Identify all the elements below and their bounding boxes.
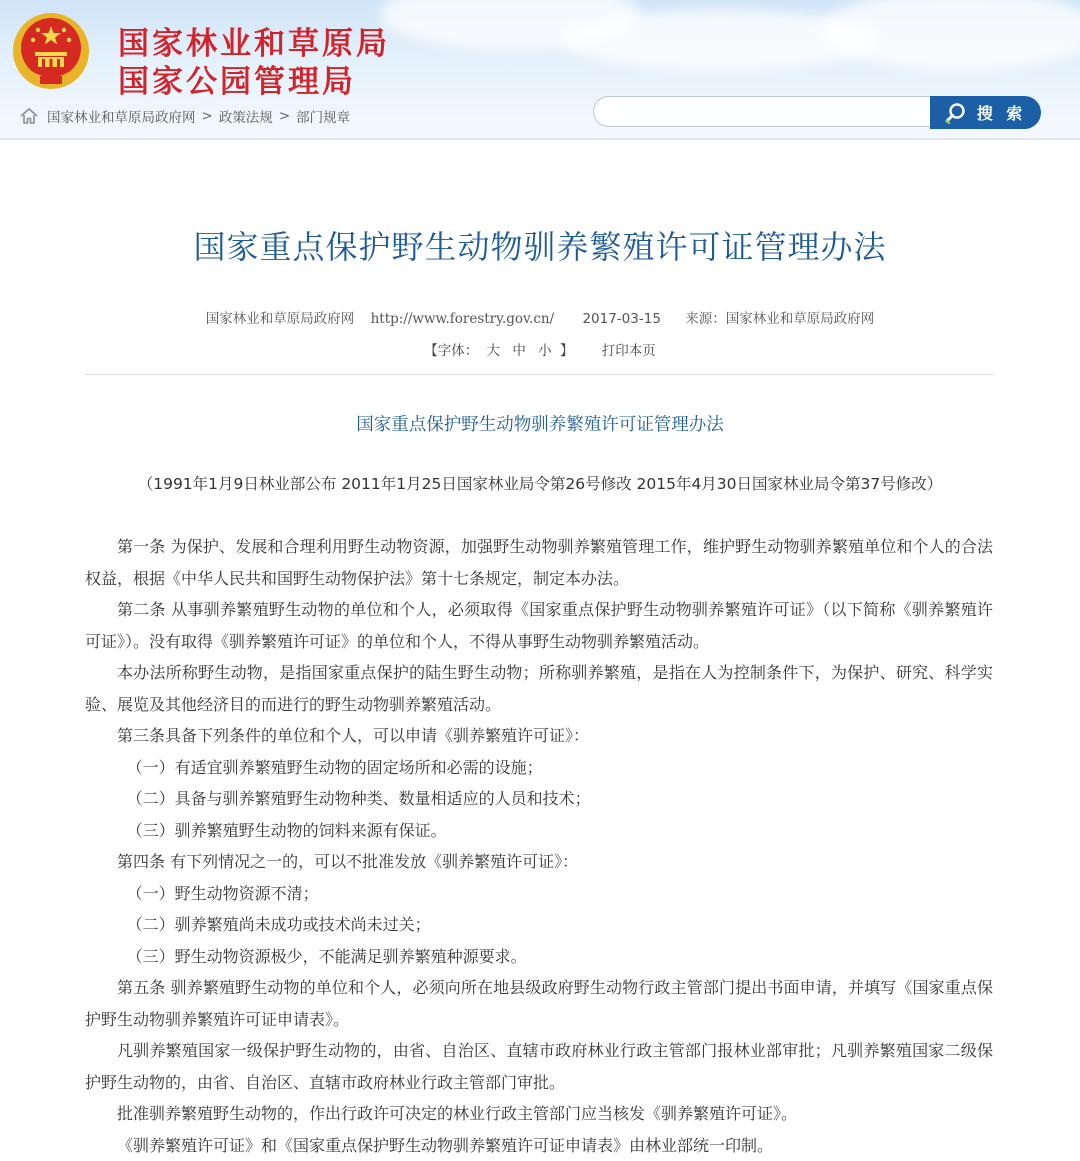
print-page-button[interactable]: 打印本页	[602, 343, 656, 359]
meta-source-label: 来源：	[685, 311, 726, 327]
article-body	[85, 531, 993, 1161]
header-divider	[0, 138, 1080, 140]
amendment-note: （1991年1月9日林业部公布 2011年1月25日国家林业局令第26号修改 2015年4月30日国家林业局令第37号修改）	[0, 472, 1080, 494]
article-paragraph: 第三条具备下列条件的单位和个人，可以申请《驯养繁殖许可证》：	[85, 720, 993, 752]
article-tools	[0, 339, 1080, 359]
article-meta	[0, 307, 1080, 327]
search-button-label: 搜 索	[977, 101, 1027, 124]
search-icon	[945, 102, 967, 124]
meta-url[interactable]: http://www.forestry.gov.cn/	[371, 311, 555, 327]
title-divider	[85, 374, 993, 375]
article-paragraph: 凡驯养繁殖国家一级保护野生动物的，由省、自治区、直辖市政府林业行政主管部门报林业部审批；凡驯养繁殖国家二级保护野生动物的，由省、自治区、直辖市政府林业行政主管部门审批。	[85, 1035, 993, 1098]
org-name-line1[interactable]: 国家林业和草原局	[118, 18, 390, 63]
article-list-item: （三）野生动物资源极少，不能满足驯养繁殖种源要求。	[85, 941, 993, 973]
home-icon[interactable]	[20, 107, 38, 125]
search-input[interactable]	[593, 96, 930, 127]
font-size-large-button[interactable]: 大	[487, 343, 501, 359]
search-bar	[593, 96, 1041, 129]
breadcrumb-item-home[interactable]: 国家林业和草原局政府网	[47, 106, 196, 126]
meta-source: 国家林业和草原局政府网	[726, 311, 875, 327]
article-paragraph: 本办法所称野生动物，是指国家重点保护的陆生野生动物；所称驯养繁殖，是指在人为控制条件下，为保护、研究、科学实验、展览及其他经济目的而进行的野生动物驯养繁殖活动。	[85, 657, 993, 720]
article-list-item: （一）野生动物资源不清；	[85, 878, 993, 910]
font-size-bracket-open: 【字体：	[424, 343, 478, 359]
article-list-item: （二）驯养繁殖尚未成功或技术尚未过关；	[85, 909, 993, 941]
national-emblem-icon[interactable]	[10, 10, 92, 92]
article-list-item: （一）有适宜驯养繁殖野生动物的固定场所和必需的设施；	[85, 752, 993, 784]
breadcrumb-item-policy[interactable]: 政策法规	[219, 106, 273, 126]
meta-site: 国家林业和草原局政府网	[206, 311, 355, 327]
site-header	[0, 0, 1080, 140]
search-button[interactable]	[930, 96, 1041, 129]
breadcrumb-separator: >	[202, 108, 213, 124]
article-paragraph: 第四条 有下列情况之一的，可以不批准发放《驯养繁殖许可证》：	[85, 846, 993, 878]
breadcrumb	[20, 106, 350, 126]
article-paragraph: 第二条 从事驯养繁殖野生动物的单位和个人，必须取得《国家重点保护野生动物驯养繁殖许可证》（以下简称《驯养繁殖许可证》）。没有取得《驯养繁殖许可证》的单位和个人，不得从事野生动物驯养繁殖活动。	[85, 594, 993, 657]
background-cloud	[820, 0, 1080, 70]
breadcrumb-item-regulations[interactable]: 部门规章	[296, 106, 350, 126]
article-paragraph: 第五条 驯养繁殖野生动物的单位和个人，必须向所在地县级政府野生动物行政主管部门提出书面申请，并填写《国家重点保护野生动物驯养繁殖许可证申请表》。	[85, 972, 993, 1035]
font-size-bracket-close: 】	[560, 343, 574, 359]
font-size-small-button[interactable]: 小	[538, 343, 552, 359]
article-list-item: （三）驯养繁殖野生动物的饲料来源有保证。	[85, 815, 993, 847]
article-list-item: （二）具备与驯养繁殖野生动物种类、数量相适应的人员和技术；	[85, 783, 993, 815]
font-size-medium-button[interactable]: 中	[512, 343, 526, 359]
org-name-line2[interactable]: 国家公园管理局	[118, 56, 356, 101]
article-subtitle: 国家重点保护野生动物驯养繁殖许可证管理办法	[0, 411, 1080, 436]
article-paragraph: 批准驯养繁殖野生动物的，作出行政许可决定的林业行政主管部门应当核发《驯养繁殖许可证》。	[85, 1098, 993, 1130]
meta-date: 2017-03-15	[582, 311, 660, 327]
article-paragraph: 《驯养繁殖许可证》和《国家重点保护野生动物驯养繁殖许可证申请表》由林业部统一印制。	[85, 1130, 993, 1161]
article-title: 国家重点保护野生动物驯养繁殖许可证管理办法	[0, 222, 1080, 268]
article-paragraph: 第一条 为保护、发展和合理利用野生动物资源，加强野生动物驯养繁殖管理工作，维护野生动物驯养繁殖单位和个人的合法权益，根据《中华人民共和国野生动物保护法》第十七条规定，制定本办法。	[85, 531, 993, 594]
breadcrumb-separator: >	[279, 108, 290, 124]
